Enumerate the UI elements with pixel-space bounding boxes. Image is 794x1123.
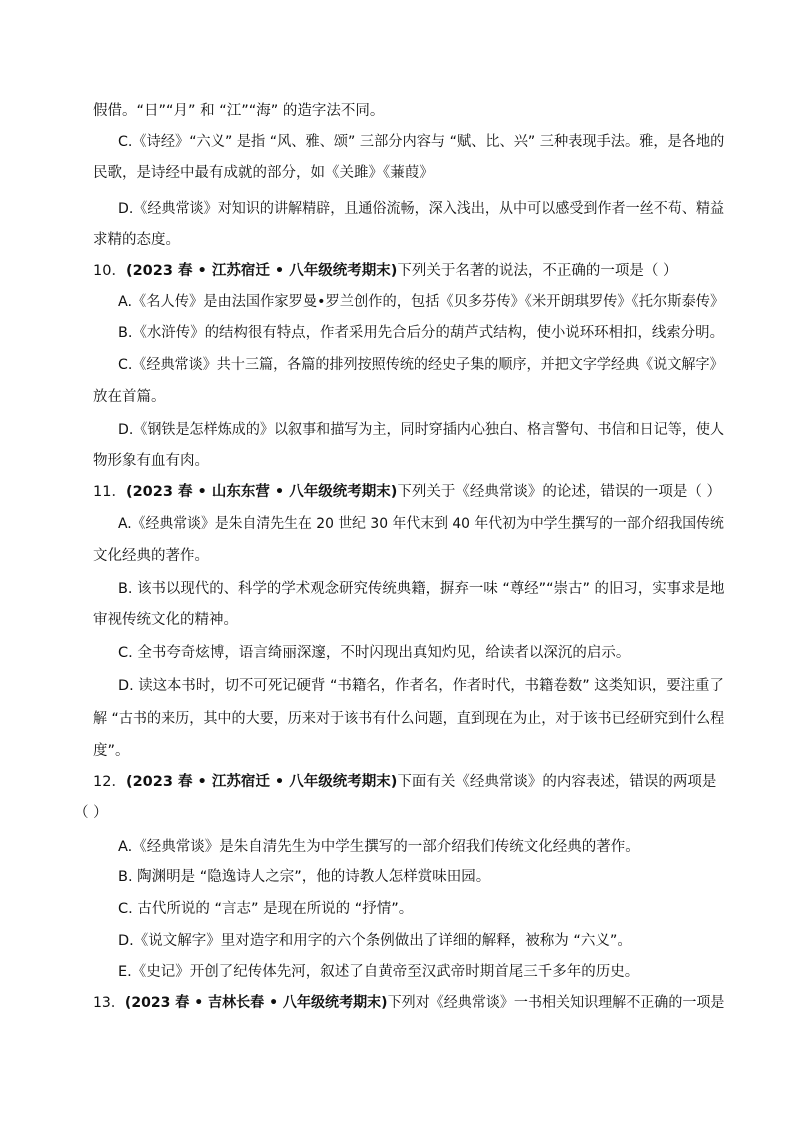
text-line: 假借。“日”“月” 和 “江”“海” 的造字法不同。 (93, 103, 385, 119)
question-number: 10． (93, 263, 126, 279)
question-10-stem (93, 261, 677, 281)
question-12-option-d: D.《说文解字》里对造字和用字的六个条例做出了详细的解释，被称为 “六义”。 (118, 933, 632, 949)
question-text: 下列对《经典常谈》一书相关知识理解不正确的一项是 (387, 995, 725, 1011)
option-c-continued: 民歌，是诗经中最有成就的部分，如《关雎》《蒹葭》 (93, 165, 434, 181)
question-text: 下面有关《经典常谈》的内容表述，错误的两项是 (397, 774, 717, 790)
question-source: (2023 春 • 山东东营 • 八年级统考期末) (125, 484, 398, 500)
question-13-stem (93, 993, 724, 1013)
question-11-option-a-continued: 文化经典的著作。 (93, 548, 209, 564)
question-12-option-e: E.《史记》开创了纪传体先河，叙述了自黄帝至汉武帝时期首尾三千多年的历史。 (118, 964, 640, 980)
question-11-option-d-continued: 解 “古书的来历，其中的大要，历来对于该书有什么问题，直到现在为止，对于该书已经研究到什么程 (93, 711, 725, 727)
question-10-option-c-continued: 放在首篇。 (93, 389, 166, 405)
question-11-stem (93, 482, 721, 502)
question-source: (2023 春 • 江苏宿迁 • 八年级统考期末) (125, 263, 398, 279)
question-10-option-c: C.《经典常谈》共十三篇，各篇的排列按照传统的经史子集的顺序，并把文字学经典《说文解字》 (118, 357, 724, 373)
question-10-option-a: A.《名人传》是由法国作家罗曼•罗兰创作的，包括《贝多芬传》《米开朗琪罗传》《托尔斯泰传》 (118, 294, 725, 310)
question-11-option-d-end: 度”。 (93, 743, 130, 759)
question-10-option-b: B.《水浒传》的结构很有特点，作者采用先合后分的葫芦式结构，使小说环环相扣，线索分明。 (118, 325, 725, 341)
question-10-option-d-continued: 物形象有血有肉。 (93, 453, 209, 469)
question-12-stem (93, 772, 716, 792)
question-number: 11． (93, 484, 126, 500)
question-11-option-b: B. 该书以现代的、科学的学术观念研究传统典籍，摒弃一味 “尊经”“崇古” 的旧习，实事求是地 (118, 581, 725, 597)
answer-blank: （ ） (74, 805, 108, 821)
question-12-option-a: A.《经典常谈》是朱自清先生为中学生撰写的一部介绍我们传统文化经典的著作。 (118, 839, 640, 855)
question-11-option-d: D. 读这本书时，切不可死记硬背 “书籍名，作者名，作者时代，书籍卷数” 这类知识，要注重了 (118, 678, 724, 694)
option-c: C.《诗经》“六义” 是指 “风、雅、颂” 三部分内容与 “赋、比、兴” 三种表现手法。雅，是各地的 (118, 134, 725, 150)
question-text: 下列关于《经典常谈》的论述，错误的一项是（ ） (397, 484, 721, 500)
question-12-option-c: C. 古代所说的 “言志” 是现在所说的 “抒情”。 (118, 901, 414, 917)
question-source: (2023 春 • 江苏宿迁 • 八年级统考期末) (125, 774, 398, 790)
question-number: 12． (93, 774, 126, 790)
question-number: 13． (93, 995, 125, 1011)
question-source: (2023 春 • 吉林长春 • 八年级统考期末) (124, 995, 388, 1011)
question-text: 下列关于名著的说法，不正确的一项是（ ） (397, 263, 678, 279)
option-d-continued: 求精的态度。 (93, 232, 180, 248)
question-11-option-c: C. 全书夸奇炫博，语言绮丽深邃，不时闪现出真知灼见，给读者以深沉的启示。 (118, 645, 631, 661)
question-10-option-d: D.《钢铁是怎样炼成的》以叙事和描写为主，同时穿插内心独白、格言警句、书信和日记等，使人 (118, 422, 725, 438)
question-12-option-b: B. 陶渊明是 “隐逸诗人之宗”，他的诗教人怎样赏味田园。 (118, 869, 491, 885)
question-11-option-a: A.《经典常谈》是朱自清先生在 20 世纪 30 年代末到 40 年代初为中学生撰写的一部介绍我国传统 (118, 516, 724, 532)
question-11-option-b-continued: 审视传统文化的精神。 (93, 612, 238, 628)
option-d: D.《经典常谈》对知识的讲解精辟，且通俗流畅，深入浅出，从中可以感受到作者一丝不苟、精益 (118, 201, 725, 217)
